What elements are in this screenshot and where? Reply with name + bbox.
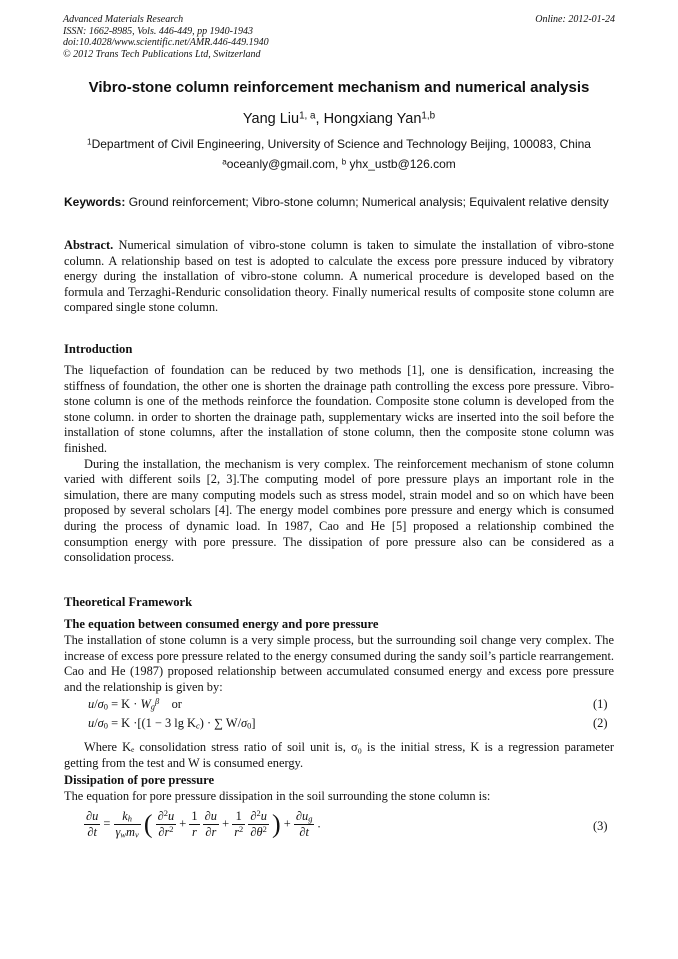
theory-subheading-2: Dissipation of pore pressure — [64, 773, 215, 787]
doi[interactable]: doi:10.4028/www.scientific.net/AMR.446-449.1940 — [63, 37, 269, 48]
theory-heading: Theoretical Framework — [64, 595, 193, 609]
email-a[interactable]: oceanly@gmail.com, — [226, 157, 339, 171]
affiliation — [40, 137, 638, 151]
introduction-paragraph-2: During the installation, the mechanism is very complex. The reinforcement mechanism of stone column varied with different soils [2, 3].The computing model of pore pressure plays an important role in the simulation, there are many computing models such as stress model, strain model and so on which have been proposed by several scholars [4]. The energy model combines pore pressure and energy which is consumed during the process of dynamic load. In 1987, Cao and He [5] proposed a relationship combined the consumption energy with pore pressure. The dissipation of pore pressure also can be considered as a consolidation process. — [64, 456, 614, 565]
equation-2: $u/\sigma_0 = K \cdot[(1 - 3$ $\lg K_c$) · ∑ $W/\sigma_0$] — [88, 716, 256, 731]
online-date: Online: 2012-01-24 — [535, 14, 615, 25]
keywords-label: Keywords: — [64, 195, 126, 209]
author-2-sup: 1,b — [421, 110, 436, 122]
theory-paragraph-2: The equation for pore pressure dissipation in the soil surrounding the stone column is: — [64, 789, 491, 803]
affiliation-sup: 1 — [87, 137, 92, 147]
paper-title: Vibro-stone column reinforcement mechanism and numerical analysis — [88, 79, 590, 96]
equation-3: $\frac{\partial u}{\partial t}$ = $\frac{k_h}{\gamma_wm_v}$ ( $\frac{\partial^2u}{\partial r^2}$ + $\frac{1}{r}$ $\frac{\partial u}{\partial r}$ + $\frac{1}{r^2}$ $\frac{\partial^2u}{\partial\theta^2}$ ) + $\frac{\partial u_g}{\partial t}$ . — [86, 808, 321, 840]
abstract-text: Numerical simulation of vibro-stone column is taken to simulate the installation of vibro-stone column. A relationship based on test is adopted to calculate the excess pore pressure induced by vibratory energy during the installation of vibro-stone column. A numerical procedure is developed based on the formula and Terzaghi-Renduric consolidation theory. Finally numerical results of composite stone column are compared single stone column. — [64, 238, 614, 315]
equation-1: $u/\sigma_0 = K \cdot W_g^\beta$ or — [88, 696, 182, 712]
authors — [40, 111, 638, 127]
keywords — [64, 195, 614, 209]
abstract-label: Abstract. — [64, 238, 114, 252]
email-a-sup: a — [222, 157, 227, 167]
theory-subheading-1: The equation between consumed energy and pore pressure — [64, 617, 379, 631]
keywords-text: Ground reinforcement; Vibro-stone column; Numerical analysis; Equivalent relative density — [128, 195, 609, 209]
equation-1-or: or — [171, 697, 182, 711]
email-b[interactable]: yhx_ustb@126.com — [349, 157, 456, 171]
abstract — [64, 238, 614, 316]
issn: ISSN: 1662-8985, Vols. 446-449, pp 1940-1943 — [63, 25, 253, 37]
theory-paragraph-1: The installation of stone column is a very simple process, but the surrounding soil change very complex. The increase of excess pore pressure related to the energy consumed during the sandy soil’s particle rearrangement. Cao and He (1987) proposed relationship between accumulated consumed energy and excess pore pressure and the relationship is given by: — [64, 633, 614, 694]
email-b-sup: b — [341, 157, 347, 167]
introduction-heading: Introduction — [64, 342, 133, 356]
journal-name: Advanced Materials Research — [63, 14, 184, 25]
emails — [40, 157, 638, 171]
equation-1-number: (1) — [593, 697, 608, 711]
author-1: Yang Liu — [242, 111, 300, 127]
copyright: © 2012 Trans Tech Publications Ltd, Switzerland — [63, 48, 261, 60]
equation-2-number: (2) — [593, 716, 608, 730]
introduction-paragraph-1: The liquefaction of foundation can be reduced by two methods [1], one is densification, increasing the stiffness of foundation, the other one is shorten the drainage path controlling the excess pore pressure. Vibro-stone column is one of the methods reinforce the foundation. Composite stone column is developed from the stone column. in order to shorten the drainage path, supplementary wicks are inserted into the soil before the installation of stone columns, after the installation of stone column, then the composite stone column was finished. — [64, 363, 614, 455]
equation-2-explanation: Where Kₑ consolidation stress ratio of soil unit is, σ₀ is the initial stress, K is a regression parameter getting from the test and W is consumed energy. — [64, 740, 614, 770]
journal-header — [63, 14, 615, 60]
author-sep: , — [315, 111, 324, 127]
author-2: Hongxiang Yan — [323, 111, 422, 127]
introduction-body — [64, 363, 614, 566]
affiliation-text: Department of Civil Engineering, University of Science and Technology Beijing, 100083, China — [91, 137, 591, 151]
author-1-sup: 1, a — [299, 110, 316, 122]
equation-3-number: (3) — [593, 819, 608, 833]
